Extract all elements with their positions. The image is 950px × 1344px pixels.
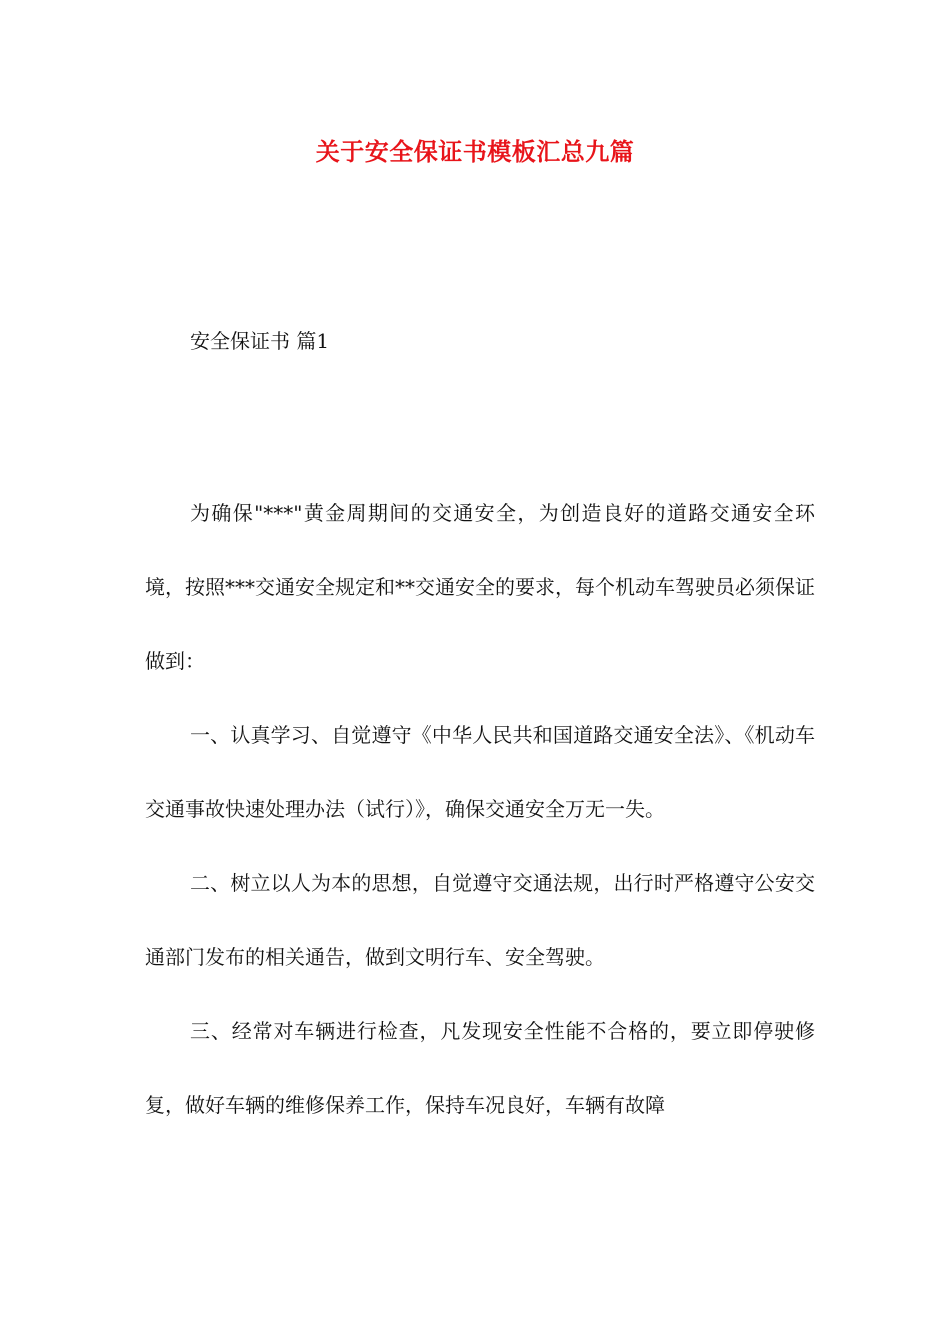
paragraph-item-2: 二、树立以人为本的思想，自觉遵守交通法规，出行时严格遵守公安交通部门发布的相关通告，做到文明行车、安全驾驶。 — [145, 871, 815, 969]
document-body — [145, 476, 815, 1142]
section-heading: 安全保证书 篇1 — [190, 329, 330, 353]
document-title: 关于安全保证书模板汇总九篇 — [315, 137, 635, 166]
paragraph-item-1: 一、认真学习、自觉遵守《中华人民共和国道路交通安全法》、《机动车交通事故快速处理办法（试行）》，确保交通安全万无一失。 — [145, 723, 815, 821]
paragraph-intro: 为确保"***"黄金周期间的交通安全，为创造良好的道路交通安全环境，按照***交通安全规定和**交通安全的要求，每个机动车驾驶员必须保证做到： — [145, 501, 815, 673]
paragraph-item-3: 三、经常对车辆进行检查，凡发现安全性能不合格的，要立即停驶修复，做好车辆的维修保养工作，保持车况良好，车辆有故障 — [145, 1019, 815, 1117]
